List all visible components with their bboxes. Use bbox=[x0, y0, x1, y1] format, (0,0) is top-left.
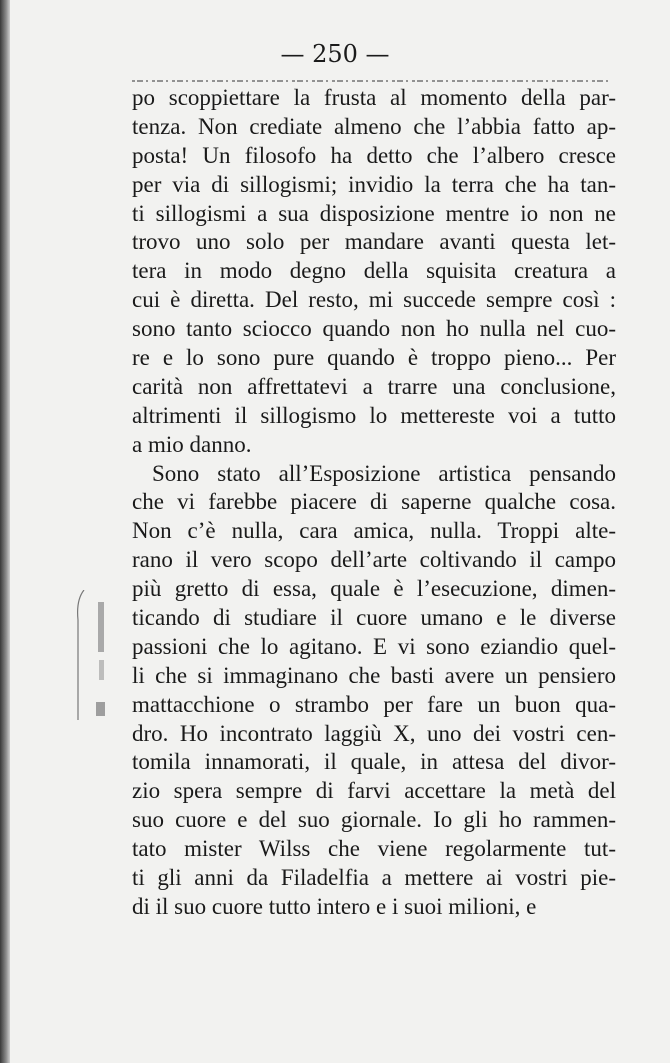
text-line: sono tanto sciocco quando non ho nulla nel cuo- bbox=[132, 316, 616, 342]
page-number: — 250 — bbox=[280, 40, 390, 68]
text-line: ti gli anni da Filadelfia a mettere ai vostri pie- bbox=[132, 865, 616, 891]
text-line: tenza. Non crediate almeno che l’abbia fatto ap- bbox=[132, 113, 616, 139]
text-line: per via di sillogismi; invidio la terra che ha tan- bbox=[132, 171, 616, 197]
text-line: posta! Un filosofo ha detto che l’albero cresce bbox=[132, 142, 616, 168]
text-line: li che si immaginano che basti avere un pensiero bbox=[132, 662, 616, 688]
text-line: rano il vero scopo dell’arte coltivando il campo bbox=[132, 547, 616, 573]
text-line: tera in modo degno della squisita creatura a bbox=[132, 258, 616, 284]
text-line: cui è diretta. Del resto, mi succede sempre così : bbox=[132, 287, 616, 313]
margin-bleed-mark bbox=[74, 590, 114, 730]
text-line: Non c’è nulla, cara amica, nulla. Troppi alte- bbox=[132, 518, 616, 544]
text-line: che vi farebbe piacere di saperne qualche cosa. bbox=[132, 489, 616, 515]
text-line: ticando di studiare il cuore umano e le diverse bbox=[132, 605, 616, 631]
text-line: di il suo cuore tutto intero e i suoi milioni, e bbox=[132, 893, 537, 919]
page-binding-edge bbox=[0, 0, 10, 1063]
text-line: trovo uno solo per mandare avanti questa let- bbox=[132, 229, 616, 255]
text-line: ti sillogismi a sua disposizione mentre io non ne bbox=[132, 200, 616, 226]
text-line: re e lo sono pure quando è troppo pieno... Per bbox=[132, 345, 616, 371]
body-text bbox=[132, 84, 616, 922]
text-line: tomila innamorati, il quale, in attesa del divor- bbox=[132, 749, 616, 775]
text-line: Sono stato all’Esposizione artistica pensando bbox=[152, 460, 616, 486]
text-line: po scoppiettare la frusta al momento della par- bbox=[132, 85, 616, 110]
text-line: tato mister Wilss che viene regolarmente tut- bbox=[132, 836, 616, 862]
text-line: mattacchione o strambo per fare un buon qua- bbox=[132, 691, 616, 717]
text-line: dro. Ho incontrato laggiù X, uno dei vostri cen- bbox=[132, 720, 616, 746]
text-line: più gretto di essa, quale è l’esecuzione, dimen- bbox=[132, 576, 616, 602]
text-line: suo cuore e del suo giornale. Io gli ho rammen- bbox=[132, 807, 616, 833]
text-line: a mio danno. bbox=[132, 431, 252, 457]
text-line: zio spera sempre di farvi accettare la metà del bbox=[132, 778, 616, 804]
text-line: passioni che lo agitano. E vi sono eziandio quel- bbox=[132, 633, 616, 659]
text-line: altrimenti il sillogismo lo mettereste voi a tutto bbox=[132, 402, 616, 428]
text-line: carità non affrettatevi a trarre una conclusione, bbox=[132, 373, 616, 399]
